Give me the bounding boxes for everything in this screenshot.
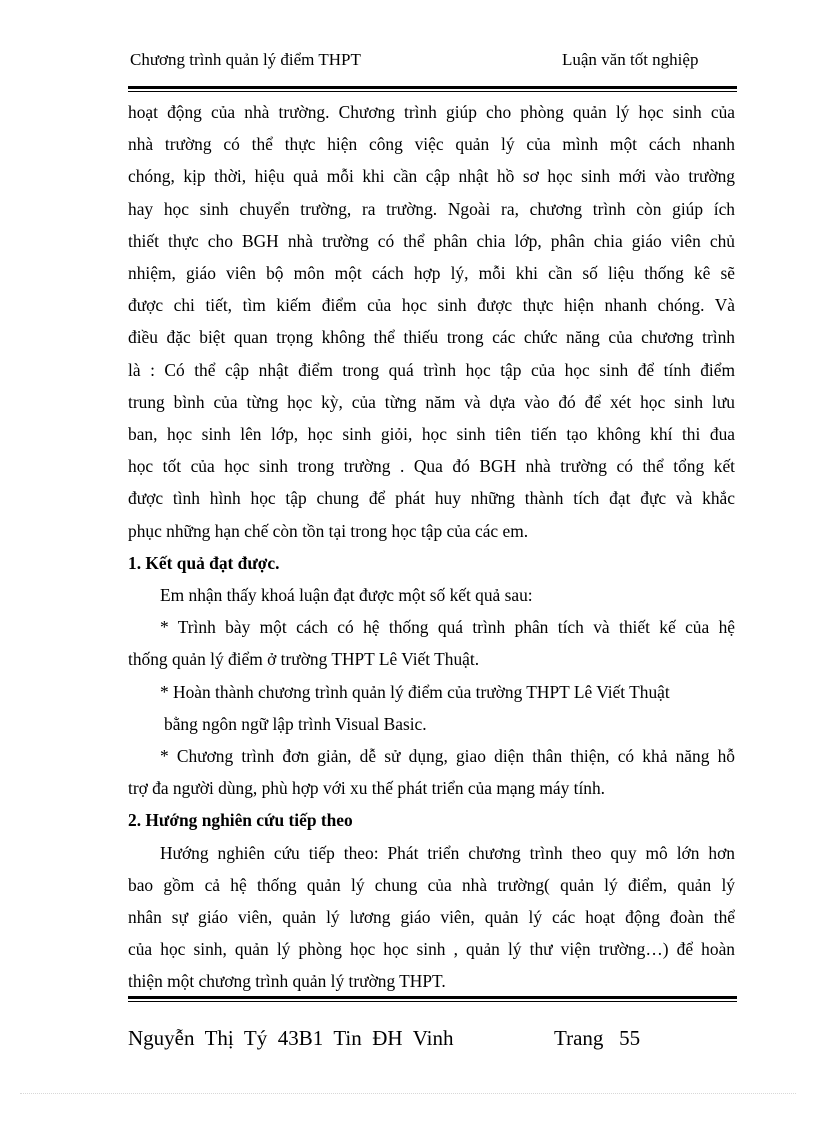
- body-line: được tình hình học tập chung để phát huy những thành tích đạt đực và khắc: [128, 488, 735, 509]
- body-line: chóng, kịp thời, hiệu quả mỗi khi cần cập nhật hồ sơ học sinh mới vào trường: [128, 166, 735, 187]
- results-item-2: * Hoàn thành chương trình quản lý điểm của trường THPT Lê Viết Thuật: [160, 681, 670, 702]
- body-line: hay học sinh chuyển trường, ra trường. Ngoài ra, chương trình còn giúp ích: [128, 198, 735, 219]
- results-lead: Em nhận thấy khoá luận đạt được một số kết quả sau:: [160, 585, 533, 606]
- body-line: thiết thực cho BGH nhà trường có thể phân chia lớp, phân chia giáo viên chủ: [128, 230, 735, 251]
- header-double-rule: [128, 86, 737, 92]
- body-line: phục những hạn chế còn tồn tại trong học tập của các em.: [128, 520, 529, 541]
- running-header-title: Chương trình quản lý điểm THPT: [130, 50, 361, 69]
- results-item-1: * Trình bày một cách có hệ thống quá trình phân tích và thiết kế của hệ: [160, 617, 735, 638]
- footer-page-number: Trang 55: [554, 1026, 641, 1050]
- body-line: trung bình của từng học kỳ, của từng năm và dựa vào đó để xét học sinh lưu: [128, 391, 735, 412]
- body-line: điều đặc biệt quan trọng không thể thiếu trong các chức năng của chương trình: [128, 327, 735, 348]
- body-line: nhiệm, giáo viên bộ môn một cách hợp lý, mỗi khi cần số liệu thống kê sẽ: [128, 263, 735, 284]
- future-work-line: của học sinh, quản lý phòng học học sinh , quản lý thư viện trường…) để hoàn: [128, 939, 735, 960]
- future-work-line: nhân sự giáo viên, quản lý lương giáo viên, quản lý các hoạt động đoàn thể: [128, 907, 735, 928]
- results-item-3: * Chương trình đơn giản, dễ sử dụng, giao diện thân thiện, có khả năng hỗ: [160, 746, 735, 767]
- running-header-doc-type: Luận văn tốt nghiệp: [562, 50, 699, 69]
- results-item-1-cont: thống quản lý điểm ở trường THPT Lê Viết Thuật.: [128, 649, 480, 670]
- body-line: nhà trường có thể thực hiện công việc quản lý của mình một cách nhanh: [128, 134, 735, 155]
- results-item-3-cont: trợ đa người dùng, phù hợp với xu thế phát triển của mạng máy tính.: [128, 778, 606, 799]
- document-body: [128, 96, 735, 998]
- section-heading-future-work: 2. Hướng nghiên cứu tiếp theo: [128, 810, 353, 831]
- page-edge-divider: [20, 1093, 796, 1094]
- results-item-2-cont: bằng ngôn ngữ lập trình Visual Basic.: [164, 713, 427, 734]
- body-line: ban, học sinh lên lớp, học sinh giỏi, học sinh tiên tiến tạo không khí thi đua: [128, 424, 735, 445]
- body-line: được chi tiết, tìm kiếm điểm của học sinh được thực hiện nhanh chóng. Và: [128, 295, 735, 316]
- body-line: hoạt động của nhà trường. Chương trình giúp cho phòng quản lý học sinh của: [128, 102, 735, 122]
- section-heading-results: 1. Kết quả đạt được.: [128, 552, 280, 573]
- body-line: học tốt của học sinh trong trường . Qua đó BGH nhà trường có thể tổng kết: [128, 456, 735, 477]
- footer-double-rule: [128, 996, 737, 1002]
- future-work-line: Hướng nghiên cứu tiếp theo: Phát triển chương trình theo quy mô lớn hơn: [160, 842, 735, 863]
- body-line: là : Có thể cập nhật điểm trong quá trình học tập của học sinh để tính điểm: [128, 359, 735, 380]
- future-work-line: thiện một chương trình quản lý trường THPT.: [128, 971, 446, 992]
- future-work-line: bao gồm cả hệ thống quản lý chung của nhà trường( quản lý điểm, quản lý: [128, 874, 735, 895]
- footer-author: Nguyễn Thị Tý 43B1 Tin ĐH Vinh: [128, 1026, 454, 1050]
